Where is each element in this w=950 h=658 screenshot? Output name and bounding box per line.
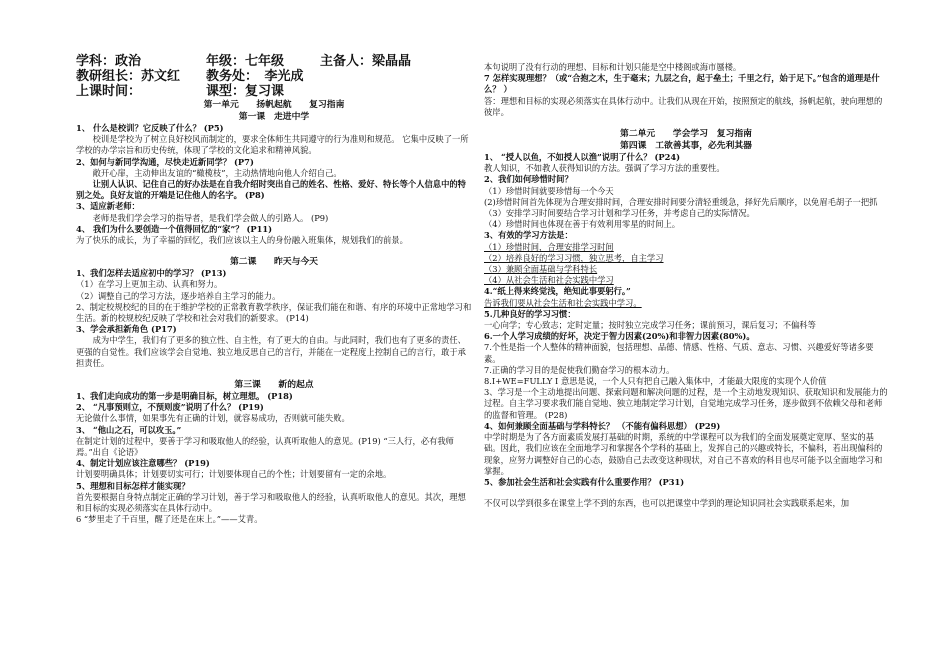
grade-label: 年级：七年级 bbox=[206, 54, 285, 69]
lesson1-title: 第一课 走进中学 bbox=[238, 112, 310, 122]
question-text: 4、如何兼顾全面基础与学科特长？ （不能有偏科思想） (P29) bbox=[484, 420, 721, 431]
paragraph-text: 2、制定校规校纪的目的在于维护学校的正常教育教学秩序，保证我们能在和谐、有序的环境中正常地学习和生活。新的校规校纪反映了学校和社会对我们的新要求。 (P14) bbox=[76, 301, 472, 324]
question-text: 3、有效的学习方法是： bbox=[484, 230, 573, 241]
paragraph-text: 老师是我们学会学习的指导者，是我们学会做人的引路人。 (P9) bbox=[92, 212, 329, 223]
header-row-1 bbox=[76, 54, 472, 69]
question-text: 1、 什么是校训？它反映了什么？ (P5) bbox=[76, 123, 224, 133]
paragraph-text: （2）调整自己的学习方法，逐步培养自主学习的能力。 bbox=[76, 290, 281, 301]
question-text: 1、我们怎样去适应初中的学习？ (P13) bbox=[76, 268, 227, 279]
paragraph-text: 中学时期是为了各方面素质发展打基础的时期，系统的中学课程可以为我们的全面发展奠定宽厚、坚实的基础。因此，我们应该在全面地学习和掌握各个学科的基础上，发挥自己的兴趣或特长，不偏科，若出现偏科的现象，应努力调整好自己的心态，鼓励自己去改变这种现状，对自己不喜欢的科目也尽可能予以全面地学习和掌握。 bbox=[484, 432, 883, 476]
section-title: 第二课 昨天与今天 bbox=[230, 257, 318, 268]
spacer bbox=[76, 369, 472, 379]
spacer bbox=[76, 246, 472, 256]
question-text: 1、 “授人以鱼，不如授人以渔”说明了什么？ (P24) bbox=[484, 152, 681, 163]
question-text: 3、 “他山之石，可以攻玉。” bbox=[76, 424, 182, 435]
paragraph-text: （2）培养良好的学习习惯，独立思考，自主学习 bbox=[484, 252, 664, 263]
leader-label: 教研组长：苏文红 bbox=[76, 69, 181, 84]
paragraph-text: （1）珍惜时间，合理安排学习时间 bbox=[484, 241, 614, 252]
paragraph-text: （1）在学习上更加主动、认真和努力。 bbox=[76, 279, 223, 290]
paragraph-text: 7.个性是指一个人整体的精神面貌，包括理想、品德、情感、性格、气质、意志、习惯、兴趣爱好等诸多要素。 bbox=[484, 342, 874, 364]
question-text: 5、理想和目标怎样才能实现？ bbox=[76, 480, 190, 491]
question-text: 2、如何与新同学沟通，尽快走近新同学？ (P7) bbox=[76, 156, 254, 167]
paragraph-text: 为了快乐的成长，为了幸福的回忆，我们应该以主人的身份融入班集体，规划我们的前景。 bbox=[76, 235, 408, 246]
paragraph-text: 告诉我们要从社会生活和社会实践中学习。 bbox=[484, 297, 642, 308]
paragraph-text: （1）珍惜时间就要珍惜每一个今天 bbox=[484, 185, 614, 196]
question-text: 4、制定计划应该注意哪些？ (P19) bbox=[76, 458, 210, 469]
paragraph-text: （3）兼顾全面基础与学科特长 bbox=[484, 264, 598, 275]
paragraph-text: 教人知识，不如教人获得知识的方法。强调了学习方法的重要性。 bbox=[484, 163, 725, 174]
subject-label: 学科：政治 bbox=[76, 54, 142, 69]
question-text: 5.几种良好的学习习惯： bbox=[484, 308, 576, 319]
header-row-3 bbox=[76, 84, 472, 99]
spacer bbox=[484, 488, 888, 498]
section-title: 第三课 新的起点 bbox=[234, 380, 314, 391]
paragraph-text: 成为中学生，我们有了更多的独立性、自主性，有了更大的自由。与此同时，我们也有了更多的责任、更强的自觉性。我们应该学会自觉地、独立地反思自己的言行，并能在一定程度上控制自己的言行，敢于承担责任。 bbox=[76, 335, 466, 368]
question-text: 5、参加社会生活和社会实践有什么重要作用？ (P31) bbox=[484, 476, 685, 487]
question-text: 2、 “凡事预则立，不预则废”说明了什么？ (P19) bbox=[76, 402, 264, 413]
question-text: 7 怎样实现理想？（或“合抱之木，生于毫末；九层之台，起于垒土；千里之行，始于足下。”包含的道理是什么？ ） bbox=[484, 73, 880, 95]
right-column bbox=[484, 0, 888, 509]
paragraph-text: （4）从社会生活和社会实践中学习 bbox=[484, 275, 614, 286]
left-column bbox=[76, 0, 472, 526]
class-time-label: 上课时间： bbox=[76, 84, 142, 99]
paragraph-text: 计划要明确具体；计划要切实可行；计划要体现自己的个性；计划要留有一定的余地。 bbox=[76, 469, 392, 480]
office-label: 教务处： 李光成 bbox=[206, 69, 304, 84]
right-body bbox=[484, 62, 888, 509]
question-text: 4.“纸上得来终觉浅，绝知此事要躬行。” bbox=[484, 286, 631, 297]
question-text: 让别人认识、记住自己的好办法是在自我介绍时突出自己的姓名、性格、爱好、特长等个人信息中的特别之处。良好友谊的开端是记住他人的名字。 (P8) bbox=[76, 179, 466, 201]
paragraph-text: 敞开心扉，主动伸出友谊的“橄榄枝”，主动热情地向他人介绍自己。 bbox=[92, 167, 342, 178]
question-text: 4、 我们为什么要创造一个值得回忆的“家”？ (P11) bbox=[76, 223, 273, 234]
preparer-label: 主备人：梁晶晶 bbox=[320, 54, 412, 69]
paragraph-text: 一心向学；专心致志；定时定量；按时独立完成学习任务；课前预习，课后复习；不偏科等 bbox=[484, 320, 816, 331]
left-body bbox=[76, 123, 472, 526]
unit1-title: 第一单元 扬帆起航 复习指南 bbox=[203, 100, 345, 110]
paragraph-text: 8.I+WE=FULLY I 意思是说，一个人只有把自己融入集体中，才能最大限度的实现个人价值 bbox=[484, 376, 827, 387]
question-text: 2、我们如何珍惜时间？ bbox=[484, 174, 573, 185]
paragraph-text: 答：理想和目标的实现必须落实在具体行动中。让我们从现在开始，按照预定的航线，扬帆起航，驶向理想的彼岸。 bbox=[484, 95, 883, 117]
spacer bbox=[484, 118, 888, 128]
section-title: 第四课 工欲善其事，必先利其器 bbox=[620, 141, 752, 152]
paragraph-text: （4）珍惜时间也体现在善于有效利用零星的时间上。 bbox=[484, 219, 681, 230]
paragraph-text: 3、学习是一个主动地提出问题、探索问题和解决问题的过程，是一个主动地发现知识、获取知识和发展能力的过程。自主学习要求我们能自觉地、独立地制定学习计划，自觉地完成学习任务，逐步做到不依赖父母和老师的监督和管理。 (P28) bbox=[484, 387, 888, 420]
paragraph-text: 本句说明了没有行动的理想、目标和计划只能是空中楼阁或海市蜃楼。 bbox=[484, 62, 742, 72]
question-text: 3、学会承担新角色 (P17) bbox=[76, 324, 177, 335]
question-text: 6.一个人学习成绩的好坏，决定于智力因素(20%)和非智力因素(80%)。 bbox=[484, 331, 755, 342]
paragraph-text: (2)珍惜时间首先体现为合理安排时间，合理安排时间要分清轻重缓急，择好先后顺序，以免眉毛胡子一把抓 bbox=[484, 196, 878, 207]
section-title: 第二单元 学会学习 复习指南 bbox=[620, 129, 752, 140]
lesson-type-label: 课型：复习课 bbox=[206, 84, 285, 99]
paragraph-text: 校训是学校为了树立良好校风而制定的，要求全体师生共同遵守的行为准则和规范。 它集中反映了一所学校的办学宗旨和历史传统，体现了学校的文化追求和精神风貌。 bbox=[76, 134, 469, 156]
paragraph-text: 不仅可以学到很多在课堂上学不到的东西，也可以把课堂中学到的理论知识同社会实践联系起来，加 bbox=[484, 498, 850, 509]
paragraph-text: 无论做什么事情，如果事先有正确的计划，就容易成功，否则就可能失败。 bbox=[76, 413, 350, 424]
paragraph-text: （3）安排学习时间要结合学习计划和学习任务，并考虑自己的实际情况。 bbox=[484, 208, 755, 219]
paragraph-text: 6 “梦里走了千百里，醒了还是在床上。”——艾青。 bbox=[76, 514, 263, 525]
header-row-2 bbox=[76, 69, 472, 84]
paragraph-text: 7.正确的学习目的是促使我们勤奋学习的根本动力。 bbox=[484, 364, 675, 375]
question-text: 3、适应新老师： bbox=[76, 201, 140, 212]
paragraph-text: 首先要根据自身特点制定正确的学习计划，善于学习和吸取他人的经验，认真听取他人的意见。其次，理想和目标的实现必须落实在具体行动中。 bbox=[76, 491, 466, 514]
question-text: 1、我们走向成功的第一步是明确目标，树立理想。 (P18) bbox=[76, 391, 293, 402]
paragraph-text: 在制定计划的过程中，要善于学习和吸取他人的经验，认真听取他人的意见。(P19) “三人行，必有我师焉。”出自《论语》 bbox=[76, 435, 454, 458]
